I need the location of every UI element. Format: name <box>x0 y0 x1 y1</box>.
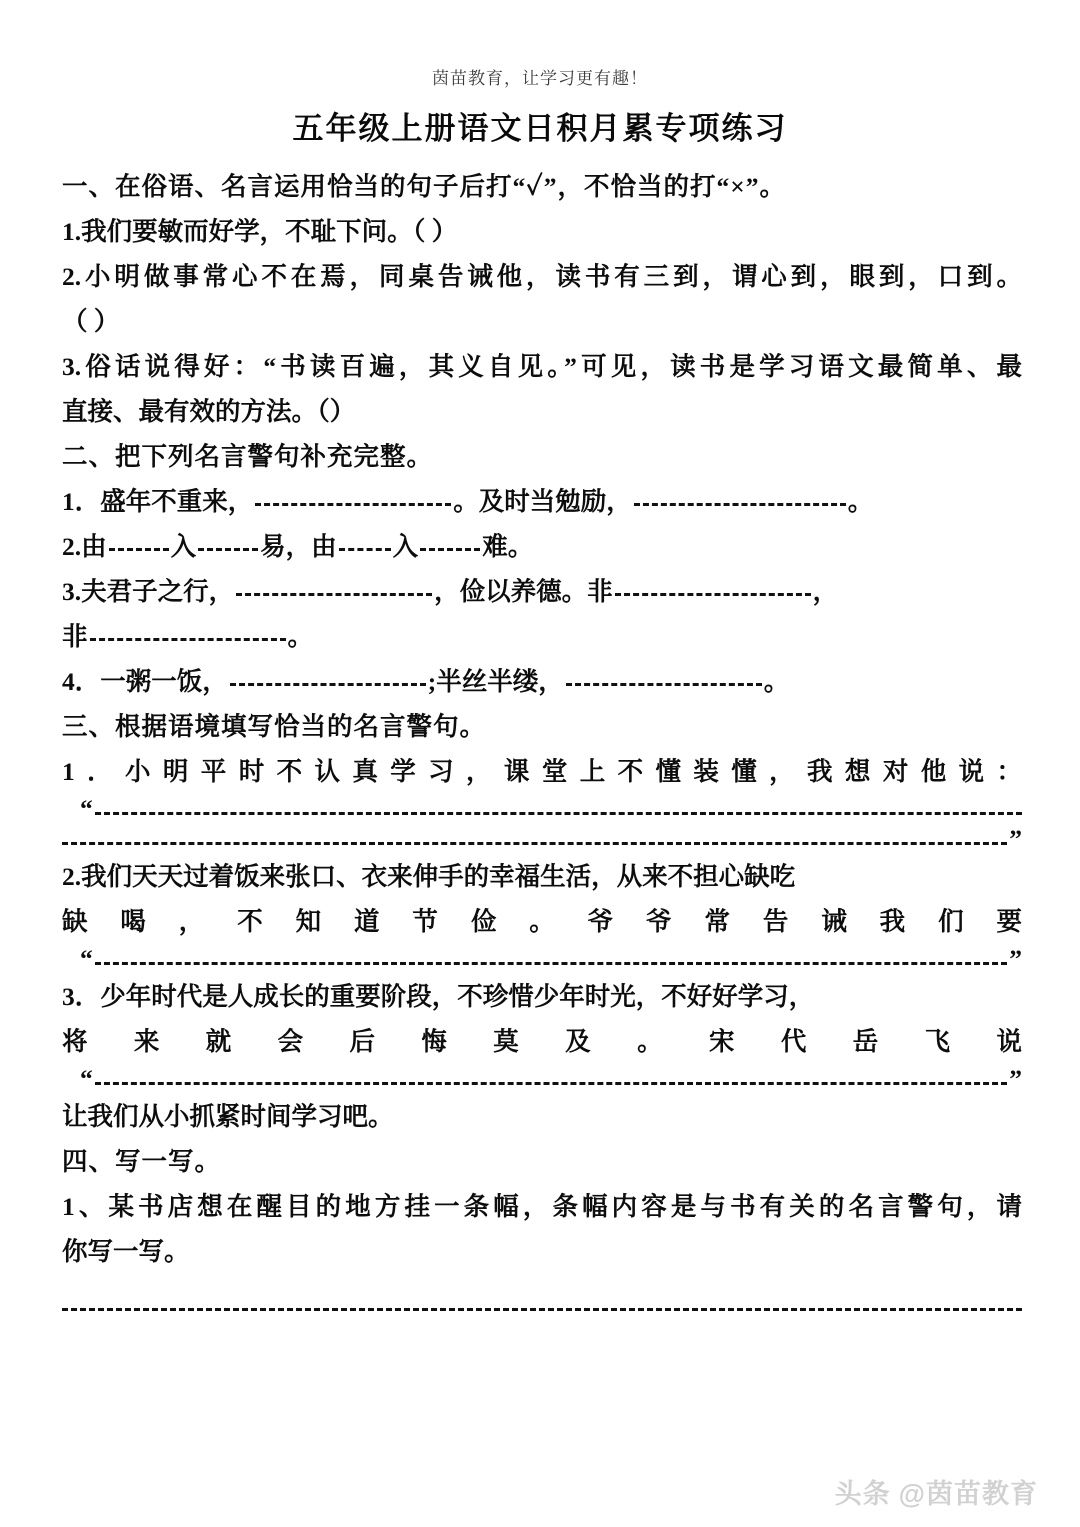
open-quote-mark: “ <box>80 944 93 973</box>
section-one-heading: 一、在俗语、名言运用恰当的句子后打“✓”，不恰当的打“×”。 <box>62 172 786 201</box>
q2-text-a: 2.由 <box>62 532 107 561</box>
section-three-question-3-answer-row[interactable] <box>62 1064 1022 1094</box>
section-three-closing-text: 让我们从小抓紧时间学习吧。 <box>62 1102 394 1131</box>
section-two-question-1 <box>62 479 1022 524</box>
q1-text-b: 。及时当勉励， <box>453 487 632 516</box>
section-three-question-3-line-2: 将来就会后悔莫及。宋代岳飞说 <box>62 1027 1022 1056</box>
fill-blank[interactable] <box>236 593 432 596</box>
section-one-question-2-line-2: （ ） <box>62 307 120 336</box>
q3-text-b: ，俭以养德。非 <box>434 577 613 606</box>
section-three-question-2-line-1: 2.我们天天过着饭来张口、衣来伸手的幸福生活，从来不担心缺吃 <box>62 862 796 891</box>
section-four-heading: 四、写一写。 <box>62 1147 222 1176</box>
fill-blank[interactable] <box>95 1082 1008 1085</box>
fill-blank[interactable] <box>109 548 169 551</box>
worksheet-body <box>0 164 1080 1311</box>
section-three-question-2-line-2: 缺喝，不知道节俭。爷爷常告诫我们要 <box>62 907 1022 936</box>
brand-header: 茵苗教育，让学习更有趣！ <box>432 69 648 88</box>
fill-blank[interactable] <box>255 503 451 506</box>
q1-text-a: 1．盛年不重来， <box>62 487 254 516</box>
watermark-handle: @茵苗教育 <box>898 1479 1038 1509</box>
section-one-question-3-line-1: 3.俗话说得好：“书读百遍，其义自见。”可见，读书是学习语文最简单、最 <box>62 352 1022 381</box>
q3-line2-text-b: 。 <box>287 622 314 651</box>
open-quote-mark: “ <box>80 794 93 823</box>
fill-blank[interactable] <box>420 548 480 551</box>
fill-blank[interactable] <box>95 962 1008 965</box>
open-quote-mark: “ <box>80 1064 93 1093</box>
q2-text-c: 易，由 <box>260 532 337 561</box>
section-two-question-2 <box>62 524 1022 569</box>
q2-text-d: 入 <box>392 532 419 561</box>
fill-blank[interactable] <box>198 548 258 551</box>
section-three-question-1-line-1: 1．小明平时不认真学习，课堂上不懂装懂，我想对他说： <box>62 757 1022 786</box>
fill-blank[interactable] <box>566 683 762 686</box>
q4-text-a: 4．一粥一饭， <box>62 667 228 696</box>
q2-text-b: 入 <box>170 532 197 561</box>
section-one-question-1: 1.我们要敏而好学，不耻下问。（ ） <box>62 217 458 246</box>
q2-text-e: 难。 <box>482 532 534 561</box>
q3-text-c: ， <box>812 577 839 606</box>
q1-text-c: 。 <box>847 487 874 516</box>
watermark <box>835 1472 1038 1511</box>
section-four-question-1-line-2: 你写一写。 <box>62 1237 190 1266</box>
fill-blank[interactable] <box>62 842 1007 845</box>
section-two-question-4 <box>62 659 1022 704</box>
section-three-question-1-answer-row-2[interactable] <box>62 824 1022 854</box>
fill-blank[interactable] <box>615 593 811 596</box>
fill-blank[interactable] <box>90 638 286 641</box>
q4-text-c: 。 <box>763 667 790 696</box>
close-quote-mark: ” <box>1009 944 1022 973</box>
section-one-question-2-line-1: 2.小明做事常心不在焉，同桌告诫他，读书有三到，谓心到，眼到，口到。 <box>62 262 1022 291</box>
fill-blank[interactable] <box>230 683 426 686</box>
section-three-question-3-line-1: 3．少年时代是人成长的重要阶段，不珍惜少年时光，不好好学习， <box>62 982 815 1011</box>
section-three-question-1-answer-row-1[interactable] <box>62 794 1022 824</box>
section-three-question-2-answer-row[interactable] <box>62 944 1022 974</box>
fill-blank[interactable] <box>95 812 1022 815</box>
section-two-question-3-line-1 <box>62 569 1022 614</box>
fill-blank[interactable] <box>339 548 391 551</box>
section-one-question-3-line-2: 直接、最有效的方法。（） <box>62 397 356 426</box>
section-two-heading: 二、把下列名言警句补充完整。 <box>62 442 434 471</box>
section-three-heading: 三、根据语境填写恰当的名言警句。 <box>62 712 487 741</box>
q3-line2-text-a: 非 <box>62 622 88 651</box>
section-four-question-1-line-1: 1、某书店想在醒目的地方挂一条幅，条幅内容是与书有关的名言警句，请 <box>62 1192 1022 1221</box>
close-quote-mark: ” <box>1009 824 1022 853</box>
section-two-question-3-line-2 <box>62 614 1022 659</box>
toutiao-logo-icon: 头条 <box>834 1479 891 1509</box>
close-quote-mark: ” <box>1009 1064 1022 1093</box>
fill-blank[interactable] <box>634 503 846 506</box>
answer-line[interactable] <box>62 1308 1022 1311</box>
page-title: 五年级上册语文日积月累专项练习 <box>292 111 788 146</box>
q4-text-b: ;半丝半缕， <box>427 667 564 696</box>
q3-text-a: 3.夫君子之行， <box>62 577 235 606</box>
